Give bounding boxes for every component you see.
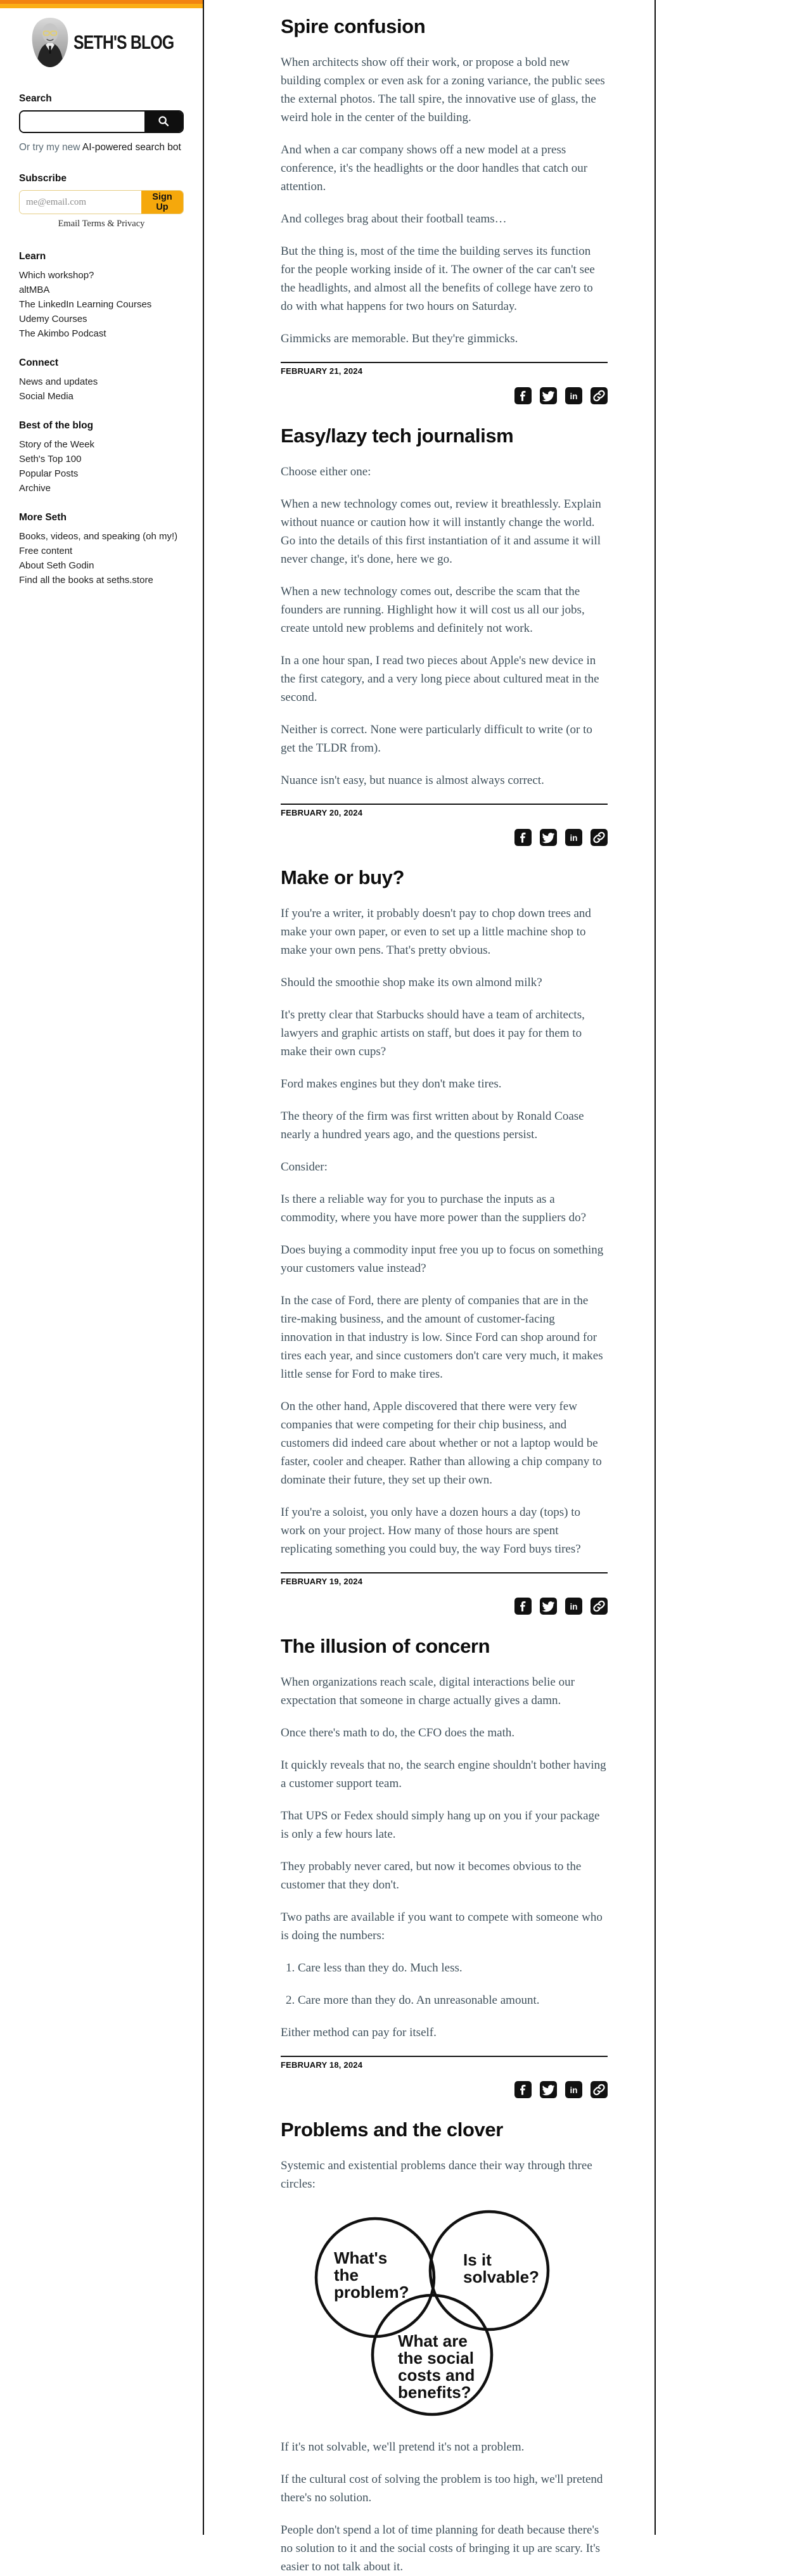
- sidebar-section: [19, 357, 184, 404]
- ai-search-bot-link[interactable]: AI-powered search bot: [82, 142, 181, 153]
- svg-text:What's: What's: [334, 2248, 388, 2267]
- sidebar-section-heading: More Seth: [19, 512, 67, 523]
- post-paragraph: Choose either one:: [281, 465, 371, 478]
- search-note-prefix: Or try my new: [19, 142, 82, 153]
- post-footer: [281, 804, 608, 846]
- post-paragraph: When organizations reach scale, digital interactions belie our expectation that someone in charge actually gives a damn.: [281, 1676, 575, 1707]
- share-facebook-icon[interactable]: [514, 2081, 532, 2098]
- share-linkedin-icon[interactable]: [565, 2081, 582, 2098]
- post-paragraph: When a new technology comes out, describe the scam that the founders are running. Highlight how it will cost us all our jobs, create untold new problems and definitely not work.: [281, 585, 585, 635]
- share-twitter-icon[interactable]: [540, 387, 557, 404]
- blog-title[interactable]: SETH'S BLOG: [73, 31, 174, 53]
- share-row: [281, 1598, 608, 1615]
- sidebar-link[interactable]: altMBA: [19, 285, 50, 295]
- post-paragraph: Systemic and existential problems dance their way through three circles:: [281, 2159, 592, 2191]
- post-paragraph: Is there a reliable way for you to purchase the inputs as a commodity, where you have more power than the suppliers do?: [281, 1193, 587, 1224]
- svg-text:problem?: problem?: [334, 2283, 409, 2302]
- svg-text:Is it: Is it: [463, 2250, 492, 2269]
- post-paragraph: Gimmicks are memorable. But they're gimmicks.: [281, 332, 518, 345]
- post-paragraph: Nuance isn't easy, but nuance is almost always correct.: [281, 774, 544, 787]
- share-linkedin-icon[interactable]: [565, 1598, 582, 1615]
- signup-button[interactable]: Sign Up: [141, 191, 183, 214]
- sidebar-link[interactable]: Free content: [19, 546, 73, 556]
- svg-text:the social: the social: [398, 2349, 474, 2368]
- venn-diagram: [310, 2207, 608, 2423]
- post-article: [281, 1635, 608, 2098]
- post-paragraph: They probably never cared, but now it becomes obvious to the customer that they don't.: [281, 1860, 582, 1892]
- post-paragraph: And when a car company shows off a new model at a press conference, it's the headlights or the door handles that catch our attention.: [281, 143, 588, 193]
- post-paragraph: If you're a writer, it probably doesn't pay to chop down trees and make your own paper, or even to set up a little machine shop to make your own pens. That's pretty obvious.: [281, 907, 591, 957]
- post-article: [281, 866, 608, 1615]
- sidebar-section: [19, 512, 184, 587]
- post-paragraph: In a one hour span, I read two pieces about Apple's new device in the first category, and a very long piece about cultured meat in the second.: [281, 654, 599, 704]
- post-paragraph: If the cultural cost of solving the problem is too high, we'll pretend there's no solution.: [281, 2473, 603, 2504]
- post-paragraph: Consider:: [281, 1160, 328, 1174]
- svg-text:solvable?: solvable?: [463, 2267, 539, 2286]
- sidebar-link[interactable]: Social Media: [19, 391, 73, 402]
- post-paragraph: When a new technology comes out, review it breathlessly. Explain without nuance or caution how it will instantly change the world. Go into the details of this first instantiation of it and assume it will never change, it's done, here we go.: [281, 497, 601, 566]
- search-input[interactable]: [20, 112, 144, 132]
- search-icon: [156, 114, 170, 130]
- list-item: 2. Care more than they do. An unreasonable amount.: [298, 1991, 608, 2009]
- post-footer: [281, 1572, 608, 1615]
- svg-text:in: in: [570, 833, 578, 843]
- email-terms-privacy-link[interactable]: Email Terms & Privacy: [58, 219, 145, 229]
- post-title-link[interactable]: The illusion of concern: [281, 1635, 490, 1657]
- sidebar-section: [19, 420, 184, 496]
- list-item: 1. Care less than they do. Much less.: [298, 1959, 608, 1977]
- blog-logo[interactable]: [30, 15, 203, 70]
- post-paragraph: It's pretty clear that Starbucks should have a team of architects, lawyers and graphic artists on staff, but does it pay for them to make their own cups?: [281, 1008, 585, 1058]
- share-linkedin-icon[interactable]: [565, 829, 582, 846]
- sidebar-link[interactable]: Archive: [19, 483, 51, 494]
- post-date: FEBRUARY 18, 2024: [281, 2060, 363, 2070]
- sidebar-nav: [19, 251, 184, 587]
- post-paragraph: Neither is correct. None were particularly difficult to write (or to get the TLDR from).: [281, 723, 592, 755]
- svg-text:in: in: [570, 392, 578, 402]
- share-link-icon[interactable]: [591, 387, 608, 404]
- post-paragraph: On the other hand, Apple discovered that there were very few companies that were competing for their chip business, and customers did indeed care about whether or not a laptop would be faster, cooler and cheaper. Rather than allowing a chip company to dominate their future, they set up their own.: [281, 1400, 602, 1487]
- sidebar-link[interactable]: The Akimbo Podcast: [19, 328, 106, 339]
- email-field[interactable]: [20, 191, 141, 214]
- svg-text:What are: What are: [398, 2331, 468, 2350]
- svg-text:the: the: [334, 2265, 359, 2284]
- share-row: [281, 829, 608, 846]
- share-facebook-icon[interactable]: [514, 829, 532, 846]
- post-paragraph: That UPS or Fedex should simply hang up on you if your package is only a few hours late.: [281, 1809, 600, 1841]
- post-paragraph: When architects show off their work, or propose a bold new building complex or even ask for a zoning variance, the public sees the external photos. The tall spire, the innovative use of glass, the weird hole in the center of the building.: [281, 56, 605, 124]
- search-section: [19, 93, 184, 154]
- post-title-link[interactable]: Spire confusion: [281, 15, 426, 37]
- post-paragraph: If it's not solvable, we'll pretend it's not a problem.: [281, 2440, 525, 2454]
- sidebar-link[interactable]: Story of the Week: [19, 439, 94, 450]
- share-twitter-icon[interactable]: [540, 1598, 557, 1615]
- post-paragraph: It quickly reveals that no, the search engine shouldn't bother having a customer support team.: [281, 1759, 606, 1790]
- sidebar-link[interactable]: News and updates: [19, 376, 98, 387]
- search-button[interactable]: [144, 112, 182, 132]
- sidebar-section: [19, 251, 184, 341]
- share-row: [281, 387, 608, 404]
- subscribe-section: [19, 173, 184, 229]
- share-facebook-icon[interactable]: [514, 1598, 532, 1615]
- sidebar-section-heading: Connect: [19, 357, 58, 368]
- share-row: [281, 2081, 608, 2098]
- share-link-icon[interactable]: [591, 1598, 608, 1615]
- post-title-link[interactable]: Make or buy?: [281, 866, 405, 888]
- svg-text:benefits?: benefits?: [398, 2383, 471, 2402]
- post-paragraph: Once there's math to do, the CFO does the math.: [281, 1726, 515, 1740]
- post-paragraph: And colleges brag about their football teams…: [281, 212, 507, 226]
- post-ordered-list: [281, 1959, 608, 2009]
- post-paragraph: Two paths are available if you want to compete with someone who is doing the numbers:: [281, 1911, 603, 1942]
- post-date: FEBRUARY 19, 2024: [281, 1577, 363, 1586]
- sidebar-link[interactable]: About Seth Godin: [19, 560, 94, 571]
- share-link-icon[interactable]: [591, 829, 608, 846]
- post-title-link[interactable]: Problems and the clover: [281, 2118, 503, 2141]
- posts-container: [281, 0, 608, 2576]
- post-paragraph: Ford makes engines but they don't make tires.: [281, 1077, 502, 1091]
- top-accent-bar: [0, 0, 203, 8]
- post-footer: [281, 2056, 608, 2098]
- main-column: [204, 0, 656, 2573]
- sidebar-section-heading: Best of the blog: [19, 420, 94, 431]
- sidebar-link[interactable]: Find all the books at seths.store: [19, 575, 153, 586]
- post-article: [281, 15, 608, 404]
- post-title-link[interactable]: Easy/lazy tech journalism: [281, 425, 514, 447]
- accent-stripe-amber: [0, 4, 203, 8]
- subscribe-heading: Subscribe: [19, 173, 67, 184]
- svg-text:in: in: [570, 1602, 578, 1612]
- share-link-icon[interactable]: [591, 2081, 608, 2098]
- sidebar-section-heading: Learn: [19, 251, 46, 262]
- post-footer: [281, 362, 608, 404]
- svg-text:costs and: costs and: [398, 2366, 475, 2385]
- post-date: FEBRUARY 21, 2024: [281, 366, 363, 376]
- post-paragraph: If you're a soloist, you only have a dozen hours a day (tops) to work on your project. How many of those hours are spent replicating something you could buy, the way Ford buys tires?: [281, 1506, 581, 1556]
- post-article: [281, 2118, 608, 2576]
- post-article: [281, 425, 608, 846]
- post-paragraph: But the thing is, most of the time the building serves its function for the people working inside of it. The owner of the car can't see the headlights, and almost all the benefits of college have zero to do with what happens for two hours on Saturday.: [281, 245, 595, 313]
- share-twitter-icon[interactable]: [540, 2081, 557, 2098]
- post-date: FEBRUARY 20, 2024: [281, 808, 363, 817]
- post-paragraph: Either method can pay for itself.: [281, 2026, 437, 2039]
- svg-text:in: in: [570, 2086, 578, 2096]
- post-paragraph: Does buying a commodity input free you up to focus on something your customers value instead?: [281, 1243, 604, 1275]
- seth-avatar: [30, 15, 70, 70]
- sidebar-link[interactable]: Books, videos, and speaking (oh my!): [19, 531, 178, 542]
- sidebar-link[interactable]: The LinkedIn Learning Courses: [19, 299, 152, 310]
- post-paragraph: The theory of the firm was first written about by Ronald Coase nearly a hundred years ago, and the questions persist.: [281, 1110, 584, 1141]
- post-paragraph: People don't spend a lot of time planning for death because there's no solution to it and the social costs of bringing it up are scary. It's easier to not talk about it.: [281, 2523, 601, 2573]
- share-twitter-icon[interactable]: [540, 829, 557, 846]
- sidebar-link[interactable]: Which workshop?: [19, 270, 94, 281]
- search-note: [19, 141, 184, 154]
- post-paragraph: In the case of Ford, there are plenty of companies that are in the tire-making business, and the amount of customer-facing innovation in that industry is low. Since Ford can shop around for tires each year, and since customers don't care very much, it makes little sense for Ford to make tires.: [281, 1294, 603, 1381]
- search-heading: Search: [19, 93, 52, 104]
- sidebar-link[interactable]: Popular Posts: [19, 468, 79, 479]
- post-paragraph: Should the smoothie shop make its own almond milk?: [281, 976, 542, 989]
- sidebar-link[interactable]: Seth's Top 100: [19, 454, 82, 465]
- share-facebook-icon[interactable]: [514, 387, 532, 404]
- share-linkedin-icon[interactable]: [565, 387, 582, 404]
- sidebar-link[interactable]: Udemy Courses: [19, 314, 87, 324]
- sidebar: [0, 0, 204, 2535]
